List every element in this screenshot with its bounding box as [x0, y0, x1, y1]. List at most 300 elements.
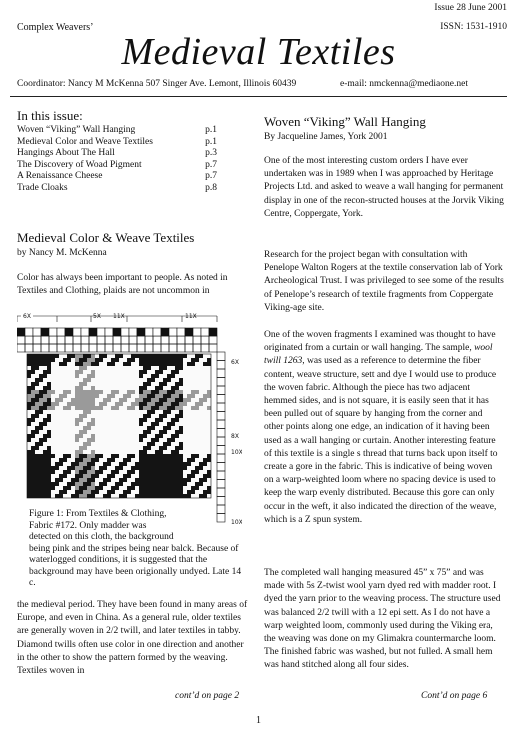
drawdown-cell — [155, 402, 159, 406]
drawdown-cell — [47, 414, 51, 418]
drawdown-cell — [131, 386, 135, 390]
drawdown-cell — [187, 470, 191, 474]
drawdown-cell — [191, 446, 195, 450]
drawdown-cell — [27, 474, 31, 478]
drawdown-cell — [91, 462, 95, 466]
drawdown-cell — [31, 374, 35, 378]
drawdown-cell — [91, 362, 95, 366]
drawdown-cell — [127, 474, 131, 478]
drawdown-cell — [35, 466, 39, 470]
threading-cell — [129, 328, 137, 336]
drawdown-cell — [107, 490, 111, 494]
drawdown-cell — [167, 494, 171, 498]
drawdown-cell — [111, 418, 115, 422]
drawdown-cell — [191, 434, 195, 438]
drawdown-cell — [31, 354, 35, 358]
drawdown-cell — [159, 482, 163, 486]
drawdown-cell — [131, 430, 135, 434]
drawdown-cell — [115, 466, 119, 470]
drawdown-cell — [59, 414, 63, 418]
drawdown-cell — [139, 354, 143, 358]
drawdown-cell — [107, 450, 111, 454]
drawdown-cell — [175, 358, 179, 362]
drawdown-cell — [27, 394, 31, 398]
drawdown-cell — [135, 458, 139, 462]
drawdown-cell — [71, 434, 75, 438]
drawdown-cell — [123, 494, 127, 498]
drawdown-cell — [147, 398, 151, 402]
drawdown-cell — [47, 418, 51, 422]
drawdown-cell — [55, 390, 59, 394]
drawdown-cell — [175, 490, 179, 494]
drawdown-cell — [207, 386, 211, 390]
drawdown-cell — [207, 442, 211, 446]
drawdown-cell — [151, 382, 155, 386]
drawdown-cell — [199, 478, 203, 482]
drawdown-cell — [151, 430, 155, 434]
drawdown-cell — [179, 410, 183, 414]
drawdown-cell — [99, 474, 103, 478]
drawdown-cell — [119, 434, 123, 438]
drawdown-cell — [175, 430, 179, 434]
drawdown-cell — [99, 394, 103, 398]
drawdown-cell — [51, 434, 55, 438]
organization-name: Complex Weavers’ — [17, 22, 94, 33]
threading-cell — [185, 328, 193, 336]
drawdown-cell — [59, 462, 63, 466]
drawdown-cell — [35, 438, 39, 442]
drawdown-cell — [59, 402, 63, 406]
drawdown-cell — [107, 438, 111, 442]
drawdown-cell — [179, 418, 183, 422]
para3-text-b: , was used as a reference to determine the fiber content, weave structure, sett and dye I would use to produce the woven fabric. Although the piece has two adjacent hemmed sides, and is not square, it is easily seen that it has been pulled out of square by hanging from the corner and other points along one edge, an indication of it having been used as a wall hanging or curtain. Another interesting feature of this textile is a single s thread that turns back upon itself to create a gore in the fabric. This is indicative of being woven on a warp-weighted loom where no spacing device is used to keep the warp evenly distributed. Because this gore can only occur in the weft, it also indicated the direction of the weave, which is a Z spun system. — [264, 356, 498, 525]
drawdown-cell — [175, 410, 179, 414]
drawdown-cell — [187, 410, 191, 414]
drawdown-cell — [31, 370, 35, 374]
drawdown-cell — [83, 446, 87, 450]
drawdown-cell — [63, 378, 67, 382]
drawdown-cell — [59, 450, 63, 454]
drawdown-cell — [127, 442, 131, 446]
drawdown-cell — [199, 362, 203, 366]
drawdown-cell — [203, 362, 207, 366]
drawdown-cell — [39, 358, 43, 362]
drawdown-cell — [79, 358, 83, 362]
drawdown-cell — [207, 406, 211, 410]
drawdown-cell — [75, 414, 79, 418]
drawdown-cell — [31, 438, 35, 442]
drawdown-cell — [31, 490, 35, 494]
drawdown-cell — [195, 430, 199, 434]
drawdown-cell — [167, 374, 171, 378]
drawdown-cell — [151, 394, 155, 398]
drawdown-cell — [147, 426, 151, 430]
threading-cell — [193, 336, 201, 344]
drawdown-cell — [71, 462, 75, 466]
drawdown-cell — [55, 438, 59, 442]
drawdown-cell — [163, 458, 167, 462]
drawdown-cell — [207, 398, 211, 402]
drawdown-cell — [87, 458, 91, 462]
drawdown-cell — [59, 430, 63, 434]
drawdown-cell — [79, 490, 83, 494]
drawdown-cell — [83, 450, 87, 454]
drawdown-cell — [103, 462, 107, 466]
drawdown-cell — [87, 442, 91, 446]
drawdown-cell — [143, 374, 147, 378]
right-article-para1: One of the most interesting custom orders I have ever undertaken was in 1989 when I was approached by Heritage Projects Ltd. and asked to weave a wall hanging for permanent display in one of the recon-structed houses at the Jorvik Viking Centre, Coppergate, York. — [264, 156, 504, 219]
drawdown-cell — [95, 422, 99, 426]
drawdown-cell — [35, 406, 39, 410]
drawdown-cell — [163, 358, 167, 362]
drawdown-cell — [103, 442, 107, 446]
drawdown-cell — [91, 466, 95, 470]
drawdown-cell — [99, 386, 103, 390]
drawdown-cell — [43, 414, 47, 418]
drawdown-cell — [59, 494, 63, 498]
drawdown-cell — [195, 394, 199, 398]
drawdown-cell — [147, 474, 151, 478]
drawdown-cell — [83, 438, 87, 442]
drawdown-cell — [103, 494, 107, 498]
drawdown-cell — [159, 490, 163, 494]
drawdown-cell — [119, 474, 123, 478]
drawdown-cell — [131, 434, 135, 438]
drawdown-cell — [183, 378, 187, 382]
threading-cell — [81, 336, 89, 344]
drawdown-cell — [103, 450, 107, 454]
drawdown-cell — [147, 450, 151, 454]
drawdown-cell — [111, 462, 115, 466]
drawdown-cell — [127, 382, 131, 386]
drawdown-cell — [59, 410, 63, 414]
drawdown-cell — [183, 466, 187, 470]
drawdown-cell — [99, 382, 103, 386]
drawdown-cell — [163, 382, 167, 386]
drawdown-cell — [71, 370, 75, 374]
drawdown-cell — [79, 370, 83, 374]
drawdown-cell — [115, 358, 119, 362]
drawdown-cell — [51, 442, 55, 446]
drawdown-cell — [143, 462, 147, 466]
drawdown-cell — [27, 386, 31, 390]
drawdown-cell — [99, 418, 103, 422]
drawdown-cell — [43, 486, 47, 490]
drawdown-cell — [51, 366, 55, 370]
drawdown-cell — [159, 470, 163, 474]
drawdown-cell — [95, 446, 99, 450]
drawdown-cell — [111, 478, 115, 482]
drawdown-cell — [71, 382, 75, 386]
threading-cell — [33, 328, 41, 336]
drawdown-cell — [191, 394, 195, 398]
drawdown-cell — [75, 354, 79, 358]
drawdown-cell — [103, 454, 107, 458]
left-article-title: Medieval Color & Weave Textiles — [17, 230, 195, 245]
drawdown-cell — [187, 490, 191, 494]
drawdown-cell — [123, 434, 127, 438]
drawdown-cell — [79, 442, 83, 446]
drawdown-cell — [95, 454, 99, 458]
drawdown-cell — [139, 490, 143, 494]
drawdown-cell — [83, 418, 87, 422]
drawdown-cell — [35, 446, 39, 450]
drawdown-cell — [163, 486, 167, 490]
drawdown-cell — [103, 478, 107, 482]
drawdown-cell — [63, 474, 67, 478]
threading-cell — [161, 336, 169, 344]
drawdown-cell — [119, 378, 123, 382]
drawdown-cell — [83, 458, 87, 462]
drawdown-cell — [187, 478, 191, 482]
drawdown-cell — [135, 482, 139, 486]
drawdown-cell — [75, 450, 79, 454]
drawdown-cell — [59, 406, 63, 410]
drawdown-cell — [131, 382, 135, 386]
drawdown-cell — [99, 490, 103, 494]
drawdown-cell — [167, 406, 171, 410]
drawdown-cell — [75, 466, 79, 470]
drawdown-cell — [167, 454, 171, 458]
drawdown-cell — [59, 446, 63, 450]
drawdown-cell — [91, 490, 95, 494]
drawdown-cell — [135, 486, 139, 490]
drawdown-cell — [51, 454, 55, 458]
drawdown-cell — [123, 418, 127, 422]
drawdown-cell — [203, 462, 207, 466]
drawdown-cell — [123, 390, 127, 394]
drawdown-cell — [203, 382, 207, 386]
right-article-para3 — [264, 329, 504, 527]
drawdown-cell — [103, 386, 107, 390]
drawdown-cell — [143, 362, 147, 366]
drawdown-cell — [167, 422, 171, 426]
drawdown-cell — [191, 358, 195, 362]
drawdown-cell — [111, 446, 115, 450]
threading-cell — [33, 336, 41, 344]
drawdown-cell — [83, 374, 87, 378]
drawdown-cell — [111, 466, 115, 470]
drawdown-cell — [87, 354, 91, 358]
drawdown-cell — [207, 362, 211, 366]
drawdown-cell — [187, 378, 191, 382]
drawdown-cell — [131, 494, 135, 498]
drawdown-cell — [115, 490, 119, 494]
drawdown-cell — [71, 454, 75, 458]
drawdown-cell — [51, 486, 55, 490]
drawdown-cell — [143, 466, 147, 470]
threading-cell — [57, 344, 65, 352]
drawdown-cell — [199, 374, 203, 378]
drawdown-cell — [31, 462, 35, 466]
drawdown-cell — [55, 450, 59, 454]
drawdown-cell — [31, 382, 35, 386]
drawdown-cell — [115, 382, 119, 386]
drawdown-cell — [87, 366, 91, 370]
drawdown-cell — [39, 490, 43, 494]
drawdown-cell — [175, 414, 179, 418]
treadling-cell — [217, 488, 225, 497]
drawdown-cell — [35, 450, 39, 454]
drawdown-cell — [107, 378, 111, 382]
drawdown-cell — [39, 474, 43, 478]
drawdown-cell — [95, 394, 99, 398]
drawdown-cell — [35, 410, 39, 414]
drawdown-cell — [83, 442, 87, 446]
drawdown-cell — [187, 486, 191, 490]
drawdown-cell — [135, 366, 139, 370]
drawdown-cell — [135, 446, 139, 450]
drawdown-cell — [139, 446, 143, 450]
drawdown-cell — [47, 358, 51, 362]
drawdown-cell — [107, 446, 111, 450]
drawdown-cell — [79, 386, 83, 390]
drawdown-cell — [191, 370, 195, 374]
drawdown-cell — [183, 406, 187, 410]
drawdown-cell — [79, 422, 83, 426]
drawdown-cell — [167, 434, 171, 438]
drawdown-cell — [27, 438, 31, 442]
drawdown-cell — [123, 362, 127, 366]
drawdown-cell — [155, 450, 159, 454]
drawdown-cell — [179, 466, 183, 470]
drawdown-cell — [83, 494, 87, 498]
drawdown-cell — [159, 402, 163, 406]
drawdown-cell — [31, 358, 35, 362]
drawdown-cell — [35, 382, 39, 386]
drawdown-cell — [71, 394, 75, 398]
drawdown-cell — [123, 486, 127, 490]
drawdown-cell — [195, 426, 199, 430]
drawdown-cell — [75, 490, 79, 494]
drawdown-cell — [147, 394, 151, 398]
drawdown-cell — [123, 482, 127, 486]
drawdown-cell — [63, 430, 67, 434]
drawdown-cell — [207, 458, 211, 462]
drawdown-cell — [155, 370, 159, 374]
drawdown-cell — [199, 382, 203, 386]
drawdown-cell — [75, 406, 79, 410]
drawdown-cell — [87, 474, 91, 478]
drawdown-cell — [27, 406, 31, 410]
drawdown-cell — [203, 358, 207, 362]
drawdown-cell — [199, 490, 203, 494]
drawdown-cell — [155, 470, 159, 474]
drawdown-cell — [103, 482, 107, 486]
drawdown-cell — [75, 362, 79, 366]
drawdown-cell — [143, 442, 147, 446]
drawdown-cell — [63, 450, 67, 454]
drawdown-cell — [115, 462, 119, 466]
drawdown-cell — [155, 466, 159, 470]
drawdown-cell — [191, 398, 195, 402]
drawdown-cell — [135, 462, 139, 466]
drawdown-cell — [95, 406, 99, 410]
drawdown-cell — [39, 470, 43, 474]
drawdown-cell — [51, 450, 55, 454]
drawdown-cell — [163, 378, 167, 382]
drawdown-cell — [43, 490, 47, 494]
drawdown-cell — [63, 418, 67, 422]
drawdown-cell — [163, 418, 167, 422]
drawdown-cell — [79, 466, 83, 470]
drawdown-cell — [31, 442, 35, 446]
drawdown-cell — [35, 358, 39, 362]
drawdown-cell — [119, 410, 123, 414]
drawdown-cell — [135, 354, 139, 358]
drawdown-cell — [67, 382, 71, 386]
drawdown-cell — [183, 490, 187, 494]
drawdown-cell — [95, 418, 99, 422]
drawdown-cell — [27, 402, 31, 406]
drawdown-cell — [95, 430, 99, 434]
issue-date: Issue 28 June 2001 — [434, 3, 507, 13]
drawdown-cell — [131, 414, 135, 418]
drawdown-cell — [71, 430, 75, 434]
drawdown-cell — [147, 494, 151, 498]
drawdown-cell — [167, 398, 171, 402]
drawdown-cell — [71, 418, 75, 422]
drawdown-cell — [151, 414, 155, 418]
drawdown-cell — [155, 374, 159, 378]
drawdown-cell — [67, 434, 71, 438]
drawdown-cell — [107, 466, 111, 470]
drawdown-cell — [55, 398, 59, 402]
drawdown-cell — [43, 446, 47, 450]
drawdown-cell — [195, 402, 199, 406]
drawdown-cell — [71, 442, 75, 446]
drawdown-cell — [187, 466, 191, 470]
drawdown-cell — [163, 370, 167, 374]
drawdown-cell — [163, 402, 167, 406]
drawdown-cell — [183, 478, 187, 482]
drawdown-cell — [139, 454, 143, 458]
drawdown-cell — [131, 374, 135, 378]
drawdown-cell — [163, 430, 167, 434]
drawdown-cell — [167, 426, 171, 430]
drawdown-cell — [83, 454, 87, 458]
drawdown-cell — [99, 458, 103, 462]
drawdown-cell — [195, 390, 199, 394]
drawdown-cell — [151, 466, 155, 470]
drawdown-cell — [27, 422, 31, 426]
drawdown-cell — [175, 354, 179, 358]
drawdown-cell — [159, 442, 163, 446]
drawdown-cell — [95, 362, 99, 366]
drawdown-cell — [71, 398, 75, 402]
drawdown-cell — [27, 478, 31, 482]
threading-cell — [89, 328, 97, 336]
drawdown-cell — [91, 470, 95, 474]
drawdown-cell — [31, 470, 35, 474]
drawdown-cell — [175, 474, 179, 478]
drawdown-cell — [79, 430, 83, 434]
drawdown-cell — [159, 386, 163, 390]
threading-cell — [89, 344, 97, 352]
drawdown-cell — [67, 418, 71, 422]
drawdown-cell — [67, 470, 71, 474]
drawdown-cell — [175, 426, 179, 430]
drawdown-cell — [147, 390, 151, 394]
drawdown-cell — [79, 462, 83, 466]
drawdown-cell — [203, 402, 207, 406]
drawdown-cell — [111, 458, 115, 462]
drawdown-cell — [75, 374, 79, 378]
treadling-cell — [217, 378, 225, 387]
drawdown-cell — [147, 386, 151, 390]
drawdown-cell — [83, 354, 87, 358]
drawdown-cell — [111, 482, 115, 486]
